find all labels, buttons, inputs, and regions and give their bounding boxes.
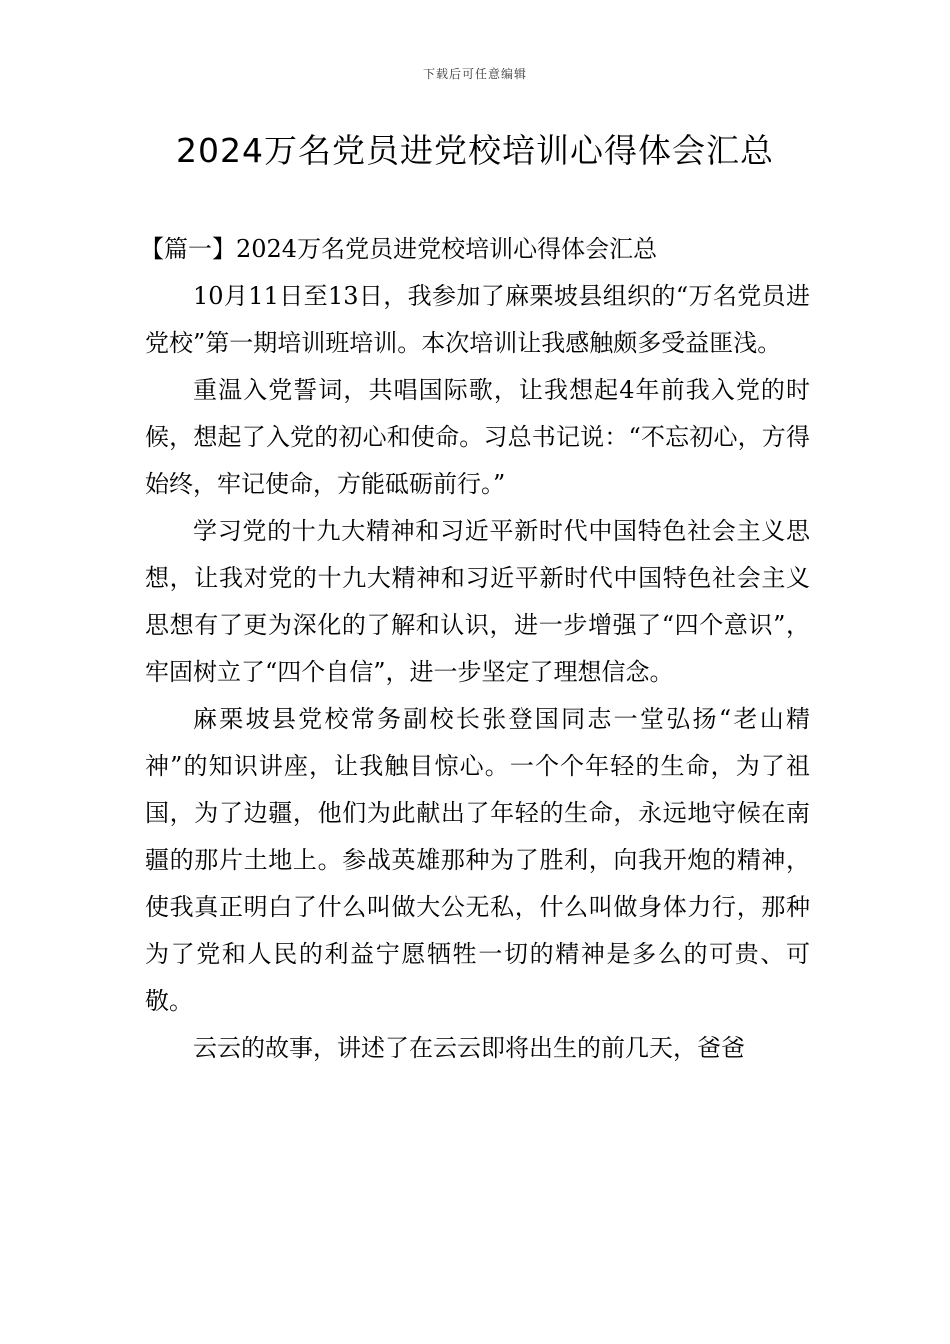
- section-heading: 【篇一】2024万名党员进党校培训心得体会汇总: [140, 235, 658, 263]
- body-paragraph: 学习党的十九大精神和习近平新时代中国特色社会主义思想，让我对党的十九大精神和习近平新时代中国特色社会主义思想有了更为深化的了解和认识，进一步增强了“四个意识”，牢固树立了“四个自信”，进一步坚定了理想信念。: [145, 517, 810, 686]
- header-note: 下载后可任意编辑: [422, 67, 527, 81]
- body-paragraph: 麻栗坡县党校常务副校长张登国同志一堂弘扬“老山精神”的知识讲座，让我触目惊心。一个个年轻的生命，为了祖国，为了边疆，他们为此献出了年轻的生命，永远地守候在南疆的那片土地上。参战英雄那种为了胜利，向我开炮的精神，使我真正明白了什么叫做大公无私，什么叫做身体力行，那种为了党和人民的利益宁愿牺牲一切的精神是多么的可贵、可敬。: [145, 705, 810, 1015]
- body-paragraph: 10月11日至13日，我参加了麻栗坡县组织的“万名党员进党校”第一期培训班培训。本次培训让我感触颇多受益匪浅。: [145, 282, 810, 357]
- body-paragraph: 云云的故事，讲述了在云云即将出生的前几天，爸爸: [193, 1034, 745, 1062]
- document-title: 2024万名党员进党校培训心得体会汇总: [176, 131, 774, 170]
- body-paragraph: 重温入党誓词，共唱国际歌，让我想起4年前我入党的时候，想起了入党的初心和使命。习总书记说：“不忘初心，方得始终，牢记使命，方能砥砺前行。”: [145, 376, 810, 498]
- document-body: [140, 226, 810, 1072]
